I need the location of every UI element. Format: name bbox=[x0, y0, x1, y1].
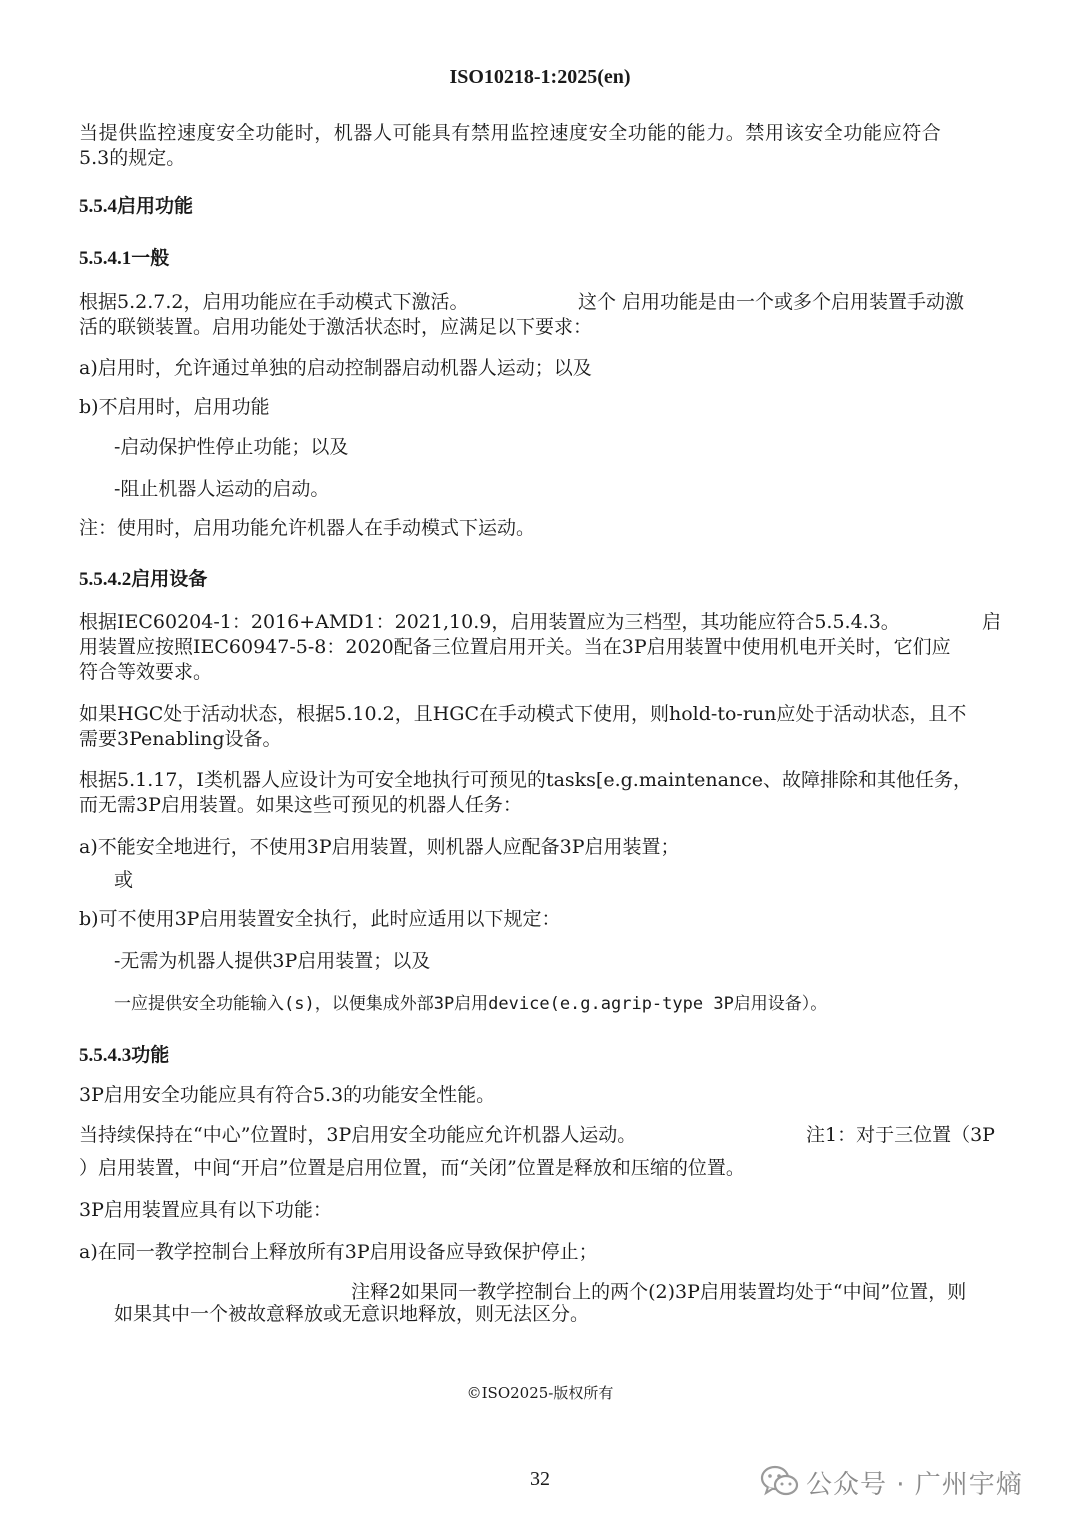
list-item: a)启用时，允许通过单独的启动控制器启动机器人运动；以及 bbox=[79, 357, 592, 379]
copyright-footer: ©ISO2025-版权所有 bbox=[466, 1384, 614, 1402]
paragraph-line: 根据5.1.17，I类机器人应设计为可安全地执行可预见的tasks[e.g.maintenance、故障排除和其他任务， bbox=[79, 769, 973, 791]
list-item: b)不启用时，启用功能 bbox=[79, 396, 270, 418]
paragraph-line: 如果HGC处于活动状态，根据5.10.2，且HGC在手动模式下使用，则hold-to-run应处于活动状态，且不 bbox=[79, 703, 967, 725]
page-number: 32 bbox=[530, 1468, 550, 1490]
note: 如果其中一个被故意释放或无意识地释放，则无法区分。 bbox=[114, 1303, 590, 1325]
paragraph-line: 需要3Penabling设备。 bbox=[79, 728, 282, 750]
paragraph-line: 用装置应按照IEC60947-5-8：2020配备三位置启用开关。当在3P启用装置中使用机电开关时，它们应 bbox=[79, 636, 951, 658]
conjunction-text: 或 bbox=[114, 869, 134, 891]
note: 注释2如果同一教学控制台上的两个(2)3P启用装置均处于“中间”位置，则 bbox=[351, 1281, 967, 1303]
list-item: a)不能安全地进行，不使用3P启用装置，则机器人应配备3P启用装置； bbox=[79, 836, 680, 858]
paragraph-line: 活的联锁装置。启用功能处于激活状态时，应满足以下要求： bbox=[79, 316, 593, 338]
paragraph-line: 3P启用安全功能应具有符合5.3的功能安全性能。 bbox=[79, 1084, 496, 1106]
paragraph-line: 根据IEC60204-1：2016+AMD1：2021,10.9，启用装置应为三档型，其功能应符合5.5.4.3。 bbox=[79, 611, 900, 633]
note: 注1：对于三位置（3P bbox=[806, 1124, 995, 1146]
subsection-heading: 5.5.4.2启用设备 bbox=[79, 569, 208, 590]
document-header-title: ISO10218-1:2025(en) bbox=[449, 66, 631, 88]
paragraph-line: 这个 启用功能是由一个或多个启用装置手动激 bbox=[578, 291, 965, 313]
wechat-icon bbox=[760, 1464, 800, 1504]
paragraph-line: 当持续保持在“中心”位置时，3P启用安全功能应允许机器人运动。 bbox=[79, 1124, 637, 1146]
paragraph-line: 当提供监控速度安全功能时，机器人可能具有禁用监控速度安全功能的能力。禁用该安全功能应符合 bbox=[79, 122, 942, 144]
watermark-text: 公众号 · 广州宇熵 bbox=[806, 1470, 1023, 1500]
list-item: b)可不使用3P启用装置安全执行，此时应适用以下规定： bbox=[79, 908, 561, 930]
paragraph-line: 而无需3P启用装置。如果这些可预见的机器人任务： bbox=[79, 794, 522, 816]
paragraph-line: 符合等效要求。 bbox=[79, 661, 213, 683]
list-item: a)在同一教学控制台上释放所有3P启用设备应导致保护停止； bbox=[79, 1241, 598, 1263]
paragraph-line: 根据5.2.7.2，启用功能应在手动模式下激活。 bbox=[79, 291, 469, 313]
subsection-heading: 5.5.4.1一般 bbox=[79, 248, 170, 269]
paragraph-line: 启 bbox=[982, 611, 1002, 633]
sub-list-item: -无需为机器人提供3P启用装置；以及 bbox=[114, 950, 431, 972]
sub-list-item: 一应提供安全功能输入(s)，以便集成外部3P启用device(e.g.agrip-type 3P启用设备）。 bbox=[114, 994, 828, 1014]
paragraph-line: 3P启用装置应具有以下功能： bbox=[79, 1199, 332, 1221]
note: 注：使用时，启用功能允许机器人在手动模式下运动。 bbox=[79, 517, 536, 539]
paragraph-line: ）启用装置，中间“开启”位置是启用位置，而“关闭”位置是释放和压缩的位置。 bbox=[79, 1157, 745, 1179]
subsection-heading: 5.5.4.3功能 bbox=[79, 1045, 170, 1066]
paragraph-line: 5.3的规定。 bbox=[79, 147, 186, 169]
section-heading: 5.5.4启用功能 bbox=[79, 196, 194, 217]
sub-list-item: -阻止机器人运动的启动。 bbox=[114, 478, 330, 500]
sub-list-item: -启动保护性停止功能；以及 bbox=[114, 436, 349, 458]
